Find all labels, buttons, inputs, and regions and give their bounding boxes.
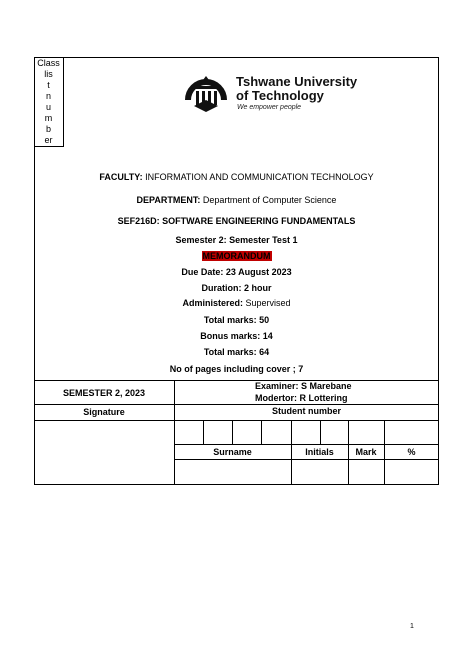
page-number: 1	[410, 623, 414, 630]
class-list-line: Class	[37, 58, 60, 68]
faculty-line	[34, 172, 439, 182]
university-name-line1: Tshwane University	[236, 74, 358, 89]
memorandum-line	[34, 251, 439, 261]
mark-label: Mark	[355, 447, 377, 457]
due-date: Due Date: 23 August 2023	[181, 267, 292, 277]
moderator-cell: Modertor: R Lottering	[255, 393, 348, 403]
university-tagline: We empower people	[237, 104, 302, 111]
class-list-line: er	[44, 135, 53, 145]
class-list-line: t	[47, 80, 50, 90]
semester-test: Semester 2: Semester Test 1	[175, 235, 298, 245]
administered-line	[34, 298, 439, 308]
class-list-line: n	[45, 91, 51, 101]
university-logo-icon	[180, 70, 232, 116]
total-marks-1: Total marks: 50	[203, 315, 270, 325]
examiner-cell: Examiner: S Marebane	[255, 381, 352, 391]
faculty-label: FACULTY:	[99, 172, 143, 182]
class-list-line: u	[45, 102, 51, 112]
semester-cell: SEMESTER 2, 2023	[62, 388, 146, 398]
department-value: Department of Computer Science	[200, 195, 337, 205]
table-row-divider	[174, 459, 439, 460]
faculty-value: INFORMATION AND COMMUNICATION TECHNOLOGY	[142, 172, 374, 182]
student-number-divider	[320, 420, 321, 444]
department-label: DEPARTMENT:	[136, 195, 201, 205]
class-list-line: m	[44, 113, 53, 123]
initials-label: Initials	[305, 447, 334, 457]
administered-value: Supervised	[242, 298, 291, 308]
duration: Duration: 2 hour	[201, 283, 272, 293]
total-marks-2: Total marks: 64	[203, 347, 270, 357]
student-number-label: Student number	[272, 406, 341, 416]
university-name-line2: of Technology	[236, 88, 324, 103]
student-number-divider	[203, 420, 204, 444]
table-column-divider	[174, 380, 175, 485]
table-row-divider	[34, 404, 439, 405]
memorandum-badge: MEMORANDUM	[202, 251, 271, 261]
table-top-border	[34, 380, 439, 381]
page-count: No of pages including cover ; 7	[169, 364, 304, 374]
class-list-line: lis	[44, 69, 53, 79]
student-number-divider	[261, 420, 262, 444]
class-list-box	[34, 57, 64, 147]
percent-label: %	[407, 447, 416, 457]
module-title: SEF216D: SOFTWARE ENGINEERING FUNDAMENTALS	[117, 216, 356, 226]
table-row-divider	[174, 444, 439, 445]
table-row-divider	[34, 420, 439, 421]
class-list-line: b	[45, 124, 51, 134]
university-name	[236, 75, 357, 103]
department-line	[34, 195, 439, 205]
signature-label: Signature	[83, 407, 125, 417]
bonus-marks: Bonus marks: 14	[200, 331, 273, 341]
administered-label: Administered:	[182, 298, 243, 308]
student-number-divider	[232, 420, 233, 444]
surname-label: Surname	[213, 447, 252, 457]
